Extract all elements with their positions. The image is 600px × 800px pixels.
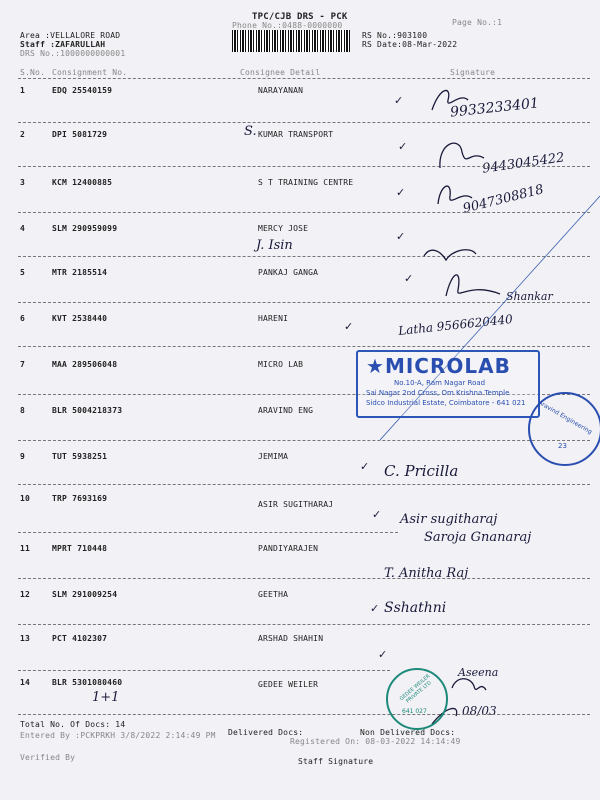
- row-consignee: ARSHAD SHAHIN: [258, 634, 324, 643]
- row-sr: 7: [20, 360, 26, 369]
- area-label: Area :VELLALORE ROAD: [20, 31, 121, 40]
- row-consignee: PANKAJ GANGA: [258, 268, 319, 277]
- check-mark: ✓: [378, 648, 388, 661]
- row-divider: [18, 212, 590, 213]
- barcode: [232, 30, 350, 52]
- drs-number: DRS No.:1000000000001: [20, 49, 126, 58]
- check-mark: ✓: [396, 230, 406, 243]
- total-docs: Total No. Of Docs: 14: [20, 720, 126, 729]
- check-mark: ✓: [370, 602, 380, 615]
- check-mark: ✓: [344, 320, 354, 333]
- row-sr: 8: [20, 406, 26, 415]
- row-consignee: ARAVIND ENG: [258, 406, 314, 415]
- microlab-address-3: Sidco Industrial Estate, Coimbatore - 641 021: [366, 399, 526, 407]
- row-signature: Latha 9566620440: [397, 312, 514, 338]
- row-consignee: GEDEE WEILER: [258, 680, 319, 689]
- row-consignee: HARENI: [258, 314, 289, 323]
- row-divider: [18, 670, 390, 671]
- row-consignment: MAA 289506048: [52, 360, 118, 369]
- col-header-consignment: Consignment No.: [52, 68, 128, 77]
- microlab-stamp: [356, 350, 540, 418]
- row-signature: Sshathni: [384, 600, 447, 616]
- registered-on: Registered On: 08-03-2022 14:14:49: [290, 737, 461, 746]
- row-consignee: S T TRAINING CENTRE: [258, 178, 354, 187]
- row-signature: 9047308818: [461, 182, 546, 217]
- rs-number: RS No.:903100: [362, 31, 428, 40]
- row-divider: [18, 166, 590, 167]
- report-title: TPC/CJB DRS - PCK: [252, 12, 348, 22]
- staff-label: Staff :ZAFARULLAH: [20, 40, 106, 49]
- row-sr: 3: [20, 178, 26, 187]
- microlab-name: ★MICROLAB: [366, 354, 511, 378]
- row-sr: 4: [20, 224, 26, 233]
- row-consignment: MTR 2185514: [52, 268, 108, 277]
- page-number: Page No.:1: [452, 18, 503, 27]
- row-consignment: BLR 5004218373: [52, 406, 123, 415]
- row-signature: Aseena: [458, 666, 499, 679]
- row-consignee: JEMIMA: [258, 452, 289, 461]
- gedee-stamp-text: GEDEE WEILER PRIVATE LTD: [398, 673, 433, 705]
- aravind-stamp-number: 23: [558, 442, 567, 450]
- aravind-stamp: [528, 392, 600, 466]
- verified-by: Verified By: [20, 753, 76, 762]
- gedee-weiler-stamp: [386, 668, 448, 730]
- row-divider: [18, 122, 590, 123]
- check-mark: ✓: [396, 186, 406, 199]
- header-divider: [18, 78, 590, 79]
- row-consignee: GEETHA: [258, 590, 289, 599]
- row-consignee: KUMAR TRANSPORT: [258, 130, 334, 139]
- row-consignment: EDQ 25540159: [52, 86, 113, 95]
- gedee-stamp-pin: 641 027: [402, 708, 427, 715]
- phone-number: Phone No.:0488-0000000: [232, 21, 343, 30]
- staff-signature: Staff Signature: [298, 757, 374, 766]
- row-divider: [18, 532, 398, 533]
- row-consignment: SLM 290959099: [52, 224, 118, 233]
- row-consignment: PCT 4102307: [52, 634, 108, 643]
- row-sr: 1: [20, 86, 26, 95]
- row-sr: 13: [20, 634, 31, 643]
- microlab-address-1: No.10-A, Ram Nagar Road: [394, 379, 486, 387]
- col-header-signature: Signature: [450, 68, 496, 77]
- row-consignment: DPI 5081729: [52, 130, 108, 139]
- non-delivered-docs: Non Delivered Docs:: [360, 728, 456, 737]
- col-header-consignee: Consignee Detail: [240, 68, 321, 77]
- row-signature: Shankar: [506, 290, 553, 303]
- row-consignment: TUT 5938251: [52, 452, 108, 461]
- row-divider: [18, 484, 590, 485]
- check-mark: ✓: [398, 140, 408, 153]
- check-mark: ✓: [372, 508, 382, 521]
- row-sr: 11: [20, 544, 31, 553]
- microlab-address-2: Sai Nagar 2nd Cross, Om Krishna Temple: [366, 389, 510, 397]
- row-divider: [18, 578, 590, 579]
- row-sr: 10: [20, 494, 31, 503]
- row-note: 1+1: [92, 690, 120, 705]
- row-consignment: TRP 7693169: [52, 494, 108, 503]
- row-signature: C. Pricilla: [384, 462, 459, 480]
- entered-by: Entered By :PCKPRKH 3/8/2022 2:14:49 PM: [20, 731, 216, 740]
- row-signature: J. Isin: [256, 238, 293, 253]
- row-consignment: MPRT 710448: [52, 544, 108, 553]
- row-sr: 6: [20, 314, 26, 323]
- row-consignment: KCM 12400885: [52, 178, 113, 187]
- delivered-docs: Delivered Docs:: [228, 728, 304, 737]
- row-sr: 14: [20, 678, 31, 687]
- aravind-stamp-text: Aravind Engineering: [536, 399, 594, 436]
- row-consignee: MICRO LAB: [258, 360, 304, 369]
- row-consignee: NARAYANAN: [258, 86, 304, 95]
- check-mark: ✓: [394, 94, 404, 107]
- row-consignee: ASIR SUGITHARAJ: [258, 500, 334, 509]
- rs-date: RS Date:08-Mar-2022: [362, 40, 458, 49]
- row-consignment: KVT 2538440: [52, 314, 108, 323]
- row-signature: 08/03: [462, 704, 497, 718]
- row-consignment: SLM 291009254: [52, 590, 118, 599]
- row-signature: Asir sugitharaj: [400, 512, 498, 527]
- row-signature: 9443045422: [481, 150, 566, 177]
- row-signature: 9933233401: [449, 95, 540, 121]
- row-prefix-note: S.: [244, 124, 257, 139]
- check-mark: ✓: [404, 272, 414, 285]
- row-divider: [18, 714, 590, 715]
- row-signature-line2: Saroja Gnanaraj: [424, 530, 532, 545]
- row-consignee: PANDIYARAJEN: [258, 544, 319, 553]
- row-divider: [18, 302, 590, 303]
- row-divider: [18, 624, 590, 625]
- row-sr: 12: [20, 590, 31, 599]
- row-signature: T. Anitha Raj: [384, 566, 469, 581]
- col-header-sr: S.No.: [20, 68, 46, 77]
- row-divider: [18, 440, 590, 441]
- row-divider: [18, 256, 590, 257]
- row-sr: 9: [20, 452, 26, 461]
- row-consignee: MERCY JOSE: [258, 224, 309, 233]
- row-divider: [18, 346, 590, 347]
- row-sr: 5: [20, 268, 26, 277]
- check-mark: ✓: [360, 460, 370, 473]
- row-sr: 2: [20, 130, 26, 139]
- row-consignment: BLR 5301080460: [52, 678, 123, 687]
